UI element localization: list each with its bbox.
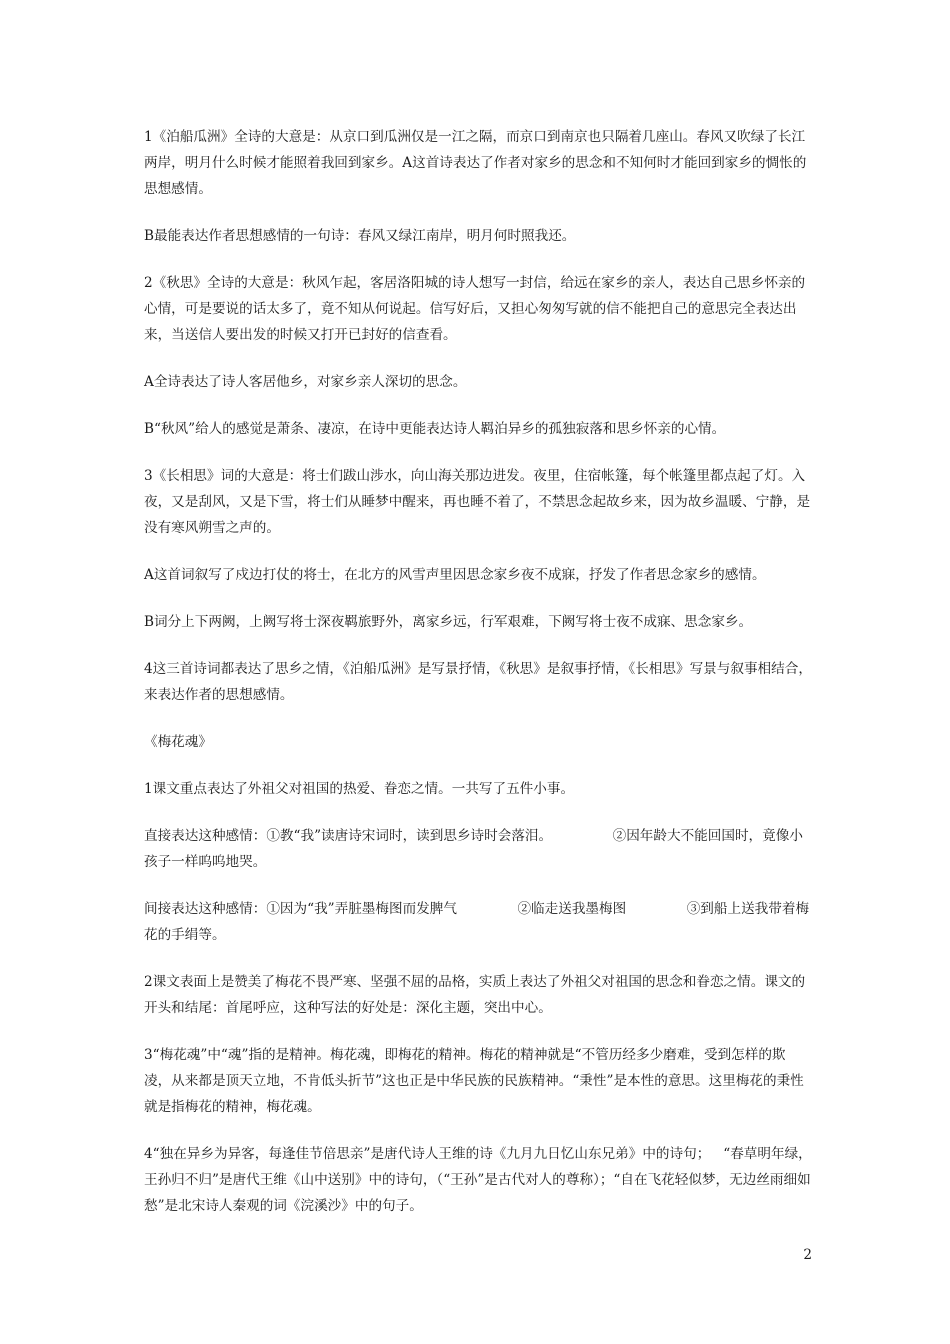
paragraph-poem1-key-line: B最能表达作者思想感情的一句诗：春风又绿江南岸，明月何时照我还。 [144,228,576,244]
paragraph-poem2-point-a: A全诗表达了诗人客居他乡，对家乡亲人深切的思念。 [144,374,467,390]
paragraph-poem2-summary: 2《秋思》全诗的大意是：秋风乍起，客居洛阳城的诗人想写一封信，给远在家乡的亲人，表达自己思乡怀亲的心情，可是要说的话太多了，竟不知从何说起。信写好后，又担心匆匆写就的信不能把自己的意思完全表达出来，当送信人要出发的时候又打开已封好的信查看。 [144,275,806,343]
paragraph-poem1-summary: 1《泊船瓜洲》全诗的大意是：从京口到瓜洲仅是一江之隔，而京口到南京也只隔着几座山。春风又吹绿了长江两岸，明月什么时候才能照着我回到家乡。A这首诗表达了作者对家乡的思念和不知何时才能回到家乡的惆怅的思想感情。 [144,129,807,197]
section-heading-meihuahun: 《梅花魂》 [144,734,212,750]
paragraph-poem3-summary: 3《长相思》词的大意是：将士们跋山涉水，向山海关那边进发。夜里，住宿帐篷，每个帐篷里都点起了灯。入夜，又是刮风，又是下雪，将士们从睡梦中醒来，再也睡不着了，不禁思念起故乡来，因为故乡温暖、宁静，是没有寒风朔雪之声的。 [144,468,811,536]
paragraph-poem3-point-b: B词分上下两阙，上阙写将士深夜羁旅野外，离家乡远，行军艰难，下阙写将士夜不成寐、思念家乡。 [144,614,753,630]
document-body [144,124,812,1240]
paragraph-indirect-expression: 间接表达这种感情：①因为“我”弄脏墨梅图而发脾气 ②临走送我墨梅图 ③到船上送我带着梅花的手绢等。 [144,901,810,943]
paragraph-lesson-point1: 1课文重点表达了外祖父对祖国的热爱、眷恋之情。一共写了五件小事。 [144,781,575,797]
paragraph-lesson-point3: 3“梅花魂”中“魂”指的是精神。梅花魂，即梅花的精神。梅花的精神就是“不管历经多少磨难，受到怎样的欺凌，从来都是顶天立地，不肯低头折节”这也正是中华民族的民族精神。“秉性”是本性的意思。这里梅花的秉性就是指梅花的精神，梅花魂。 [144,1047,804,1115]
paragraph-poems-comparison: 4这三首诗词都表达了思乡之情，《泊船瓜洲》是写景抒情，《秋思》是叙事抒情，《长相思》写景与叙事相结合，来表达作者的思想感情。 [144,661,812,703]
page-number: 2 [803,1247,812,1263]
paragraph-lesson-point2: 2课文表面上是赞美了梅花不畏严寒、坚强不屈的品格，实质上表达了外祖父对祖国的思念和眷恋之情。课文的开头和结尾：首尾呼应，这种写法的好处是：深化主题，突出中心。 [144,974,806,1016]
paragraph-poem2-point-b: B“秋风”给人的感觉是萧条、凄凉，在诗中更能表达诗人羁泊异乡的孤独寂落和思乡怀亲的心情。 [144,421,726,437]
paragraph-poem3-point-a: A这首词叙写了戍边打仗的将士，在北方的风雪声里因思念家乡夜不成寐，抒发了作者思念家乡的感情。 [144,567,766,583]
paragraph-direct-expression: 直接表达这种感情：①教“我”读唐诗宋词时，读到思乡诗时会落泪。 ②因年龄大不能回国时，竟像小孩子一样呜呜地哭。 [144,828,803,870]
paragraph-lesson-point4: 4“独在异乡为异客，每逢佳节倍思亲”是唐代诗人王维的诗《九月九日忆山东兄弟》中的诗句； “春草明年绿，王孙归不归”是唐代王维《山中送别》中的诗句，（“王孙”是古代对人的尊称）；“自在飞花轻似梦，无边丝雨细如愁”是北宋诗人秦观的词《浣溪沙》中的句子。 [144,1146,812,1214]
